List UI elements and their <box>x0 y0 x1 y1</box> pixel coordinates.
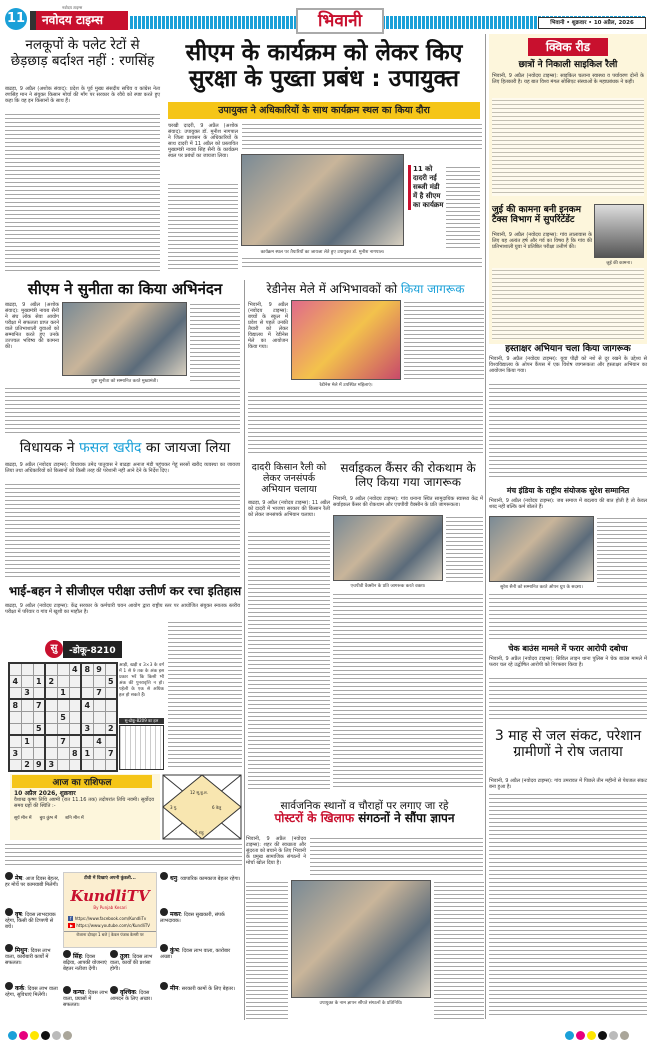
sudoku-cell: 5 <box>105 675 117 687</box>
zodiac-sign: सिंह <box>73 953 82 960</box>
zodiac-icon <box>110 986 118 994</box>
sudoku-cell <box>93 699 105 711</box>
readiness-headline-b: किया जागरूक <box>400 282 465 296</box>
sudoku-cell <box>69 735 81 747</box>
facebook-icon: f <box>70 916 72 921</box>
readiness-lead: भिवानी, 9 अप्रैल (नवोदय टाइम्स): बच्चों के स्कूल में प्रवेश से पहले उनकी तैयारी को लेकर विद्यालय में रेडीनेस मेले का आयोजन किया गया। <box>248 302 288 350</box>
zodiac-sign: तुला <box>120 953 130 960</box>
sudoku-cell: 3 <box>81 723 93 735</box>
sudoku-cell <box>57 675 69 687</box>
readiness-headline <box>248 283 483 297</box>
cm-sunita-caption: युवा सुनीता को सम्मानित करते मुख्यमंत्री। <box>91 379 158 384</box>
left-top-lead: बाढड़ा, 9 अप्रैल (अशोक संवाद): प्रदेश के पूर्व मुख्य संसदीय सचिव व कांग्रेस नेता रणसिंह मान ने संयुक्त किसान मोर्चा की माँग पर सरकार के रवैये को स्पष्ट करते हुए कहा कि वह इन किसानों के साथ हैं। <box>5 86 160 104</box>
youtube-link[interactable] <box>68 923 156 928</box>
rashifal-notes <box>14 815 154 821</box>
sudoku-cell <box>45 747 57 759</box>
zodiac-sign: कुंभ <box>170 947 179 954</box>
zodiac-text: दिवस सुखकारी, संपर्क लाभदायक। <box>160 912 225 924</box>
horoscope-11: कुंभ: दिवस लाभ वाला, कारोबार अच्छा। <box>160 944 242 960</box>
rashifal-note: बुध कुंभ में <box>39 816 58 821</box>
page-number-badge: 11 <box>5 8 27 30</box>
posters-body-2 <box>246 880 288 1020</box>
section-tab: भिवानी <box>296 8 384 34</box>
sudoku-cell <box>9 723 21 735</box>
main-photo <box>241 154 404 246</box>
zodiac-sign: धनु <box>170 875 178 882</box>
sudoku-solution-grid <box>119 725 164 770</box>
sudoku-cell <box>105 711 117 723</box>
main-subhead: उपायुक्त ने अधिकारियों के साथ कार्यक्रम स्थल का किया दौरा <box>168 102 480 119</box>
posters-headline-b: पोस्टरों के खिलाफ <box>274 811 355 826</box>
kundli-ad-timing: रोजाना दोपहर 1 बजे | केवल पंजाब केसरी पर <box>64 931 156 938</box>
cheque-bounce-body <box>489 676 647 722</box>
posters-body <box>310 836 483 876</box>
kundli-ad-byline: By Punjab Kesari <box>93 905 127 910</box>
zodiac-sign: कन्या <box>73 989 85 996</box>
sudoku-cell <box>9 711 21 723</box>
horoscope-12: मीन: सरकारी कामों के लिए बेहतर। <box>160 982 242 992</box>
cervical-photo <box>333 515 443 581</box>
kundli-ad-brand: KundliTV <box>70 887 150 905</box>
sudoku-cell: 2 <box>21 759 33 771</box>
jui-kamna-photo <box>594 204 644 258</box>
zodiac-text: दिवस बढ़िया, आपकी योजनाएं बेहतर नतीजा देंगी। <box>63 954 107 972</box>
sudoku-cell <box>93 723 105 735</box>
sudoku-cell <box>9 735 21 747</box>
horoscope-3: मिथुन: दिवस लाभ वाला, कारोबारी कार्यों में सफलता। <box>5 944 61 966</box>
posters-headline <box>246 800 483 826</box>
facebook-link[interactable] <box>68 916 156 921</box>
sudoku-cell <box>69 675 81 687</box>
zodiac-sign: मेष <box>15 875 23 882</box>
cm-sunita-headline: सीएम ने सुनीता का किया अभिनंदन <box>27 280 223 298</box>
sudoku-cell: 4 <box>81 699 93 711</box>
rashifal-note: शनि मीन में <box>65 816 84 821</box>
posters-headline-a: सार्वजनिक स्थानों व चौराहों पर लगाए जा रहे <box>280 800 449 812</box>
sudoku-cell <box>9 687 21 699</box>
horoscope-4: कर्क: दिवस लाभ वाला रहेगा, सुविधाएं मिलेंगी। <box>5 982 61 998</box>
zodiac-text: दिवस लाभ वाला, कारोबार अच्छा। <box>160 948 231 960</box>
manch-india-body <box>597 516 647 590</box>
sudoku-cell <box>69 687 81 699</box>
sudoku-cell <box>105 699 117 711</box>
quick-read-headline-1: छात्रों ने निकाली साइकिल रैली <box>518 60 618 70</box>
dateline: भिवानी • शुक्रवार • 10 अप्रैल, 2026 <box>538 17 646 29</box>
signature-campaign-lead: भिवानी, 9 अप्रैल (नवोदय टाइम्स): युवा पीढ़ी को नशे से दूर रखने के उद्देश्य से विश्वविद्यालय के ओपन कैंपस में एक विशेष जागरूकता और हस्ताक्षर अभियान का आयोजन किया गया। <box>489 356 647 374</box>
zodiac-icon <box>5 908 13 916</box>
sudoku-instructions: आड़ी, खड़ी व 3×3 के वर्ग में 1 से 9 तक के अंक इस प्रकार भरें कि किसी भी अंक की पुनरावृत्ति न हो। पहेली के एक से अधिक हल हो सकते हैं। <box>119 663 164 698</box>
quick-read-body-2 <box>492 268 644 340</box>
sudoku-solution-title: सु-डोकू-8209 का हल <box>119 718 164 724</box>
column-divider <box>485 34 486 1019</box>
zodiac-text: दिवस लाभ वाला, प्रयासों में सफलता। <box>63 990 108 1008</box>
sudoku-cell <box>45 687 57 699</box>
sudoku-cell: 3 <box>45 759 57 771</box>
panchang-text <box>5 842 242 868</box>
zodiac-sign: मकर <box>170 911 181 918</box>
zodiac-icon <box>160 982 168 990</box>
kundli-tv-ad <box>63 872 157 948</box>
cgl-headline: भाई-बहन ने सीजीएल परीक्षा उत्तीर्ण कर रचा इतिहास <box>8 584 242 598</box>
sudoku-cell: 2 <box>105 723 117 735</box>
main-lead: चरखी दादरी, 9 अप्रैल (अशोक संवाद): उपायुक्त डॉ. मुनीश नागपाल ने जिला प्रशासन के अधिकारियों के साथ दादरी में 11 अप्रैल को प्रस्तावित मुख्यमंत्री नायब सिंह सैनी के कार्यक्रम स्थल पर प्रबंधों का जायजा लिया। <box>168 123 238 159</box>
cervical-body <box>446 515 483 585</box>
sudoku-cell <box>57 699 69 711</box>
sudoku-cell: 1 <box>21 735 33 747</box>
zodiac-text: आज दिवस बेहतर, हर मोर्चे पर कामयाबी मिलेगी। <box>5 876 60 888</box>
zodiac-text: दिवस लाभ वाला रहेगा, सुविधाएं मिलेंगी। <box>5 986 58 998</box>
left-top-body <box>5 112 160 272</box>
zodiac-sign: मिथुन <box>15 947 28 954</box>
sudoku-badge: सु <box>45 640 63 658</box>
zodiac-icon <box>5 872 13 880</box>
kundli-ad-tagline: टीवी में दिखाएं अपनी कुंडली... <box>84 876 136 881</box>
kundli-house: 5 राहु <box>195 830 204 835</box>
newspaper-logo: नवोदय टाइम्स <box>30 11 128 30</box>
main-photo-caption: कार्यक्रम स्थल पर तैयारियों का जायजा लेते हुए उपायुक्त डॉ. मुनीश नागपाल। <box>260 250 385 255</box>
zodiac-text: दिवस आमदन के लिए अच्छा। <box>110 990 152 1002</box>
sudoku-cell: 9 <box>33 759 45 771</box>
facebook-url[interactable]: https://www.facebook.com/KundliTv <box>74 916 147 921</box>
rashifal-date: 10 अप्रैल 2026, शुक्रवार <box>14 790 76 797</box>
vidhayak-headline-b: फसल खरीद <box>79 440 142 456</box>
sudoku-cell: 8 <box>81 663 93 675</box>
sudoku-cell <box>33 711 45 723</box>
dadri-rally-headline: दादरी किसान रैली को लेकर जनसंपर्क अभियान चलाया <box>251 462 327 495</box>
sudoku-cell <box>57 723 69 735</box>
horoscope-1: मेष: आज दिवस बेहतर, हर मोर्चे पर कामयाबी मिलेगी। <box>5 872 61 888</box>
sudoku-cell <box>69 699 81 711</box>
sudoku-grid <box>8 662 118 772</box>
sudoku-cell <box>21 723 33 735</box>
zodiac-icon <box>5 944 13 952</box>
zodiac-icon <box>63 950 71 958</box>
cervical-caption: एचपीवी वैक्सीन के प्रति जागरूक करते वक्ता। <box>350 584 426 589</box>
posters-headline-c: संगठनों ने सौंपा ज्ञापन <box>354 811 455 826</box>
manch-india-caption: सुरेश सैनी को सम्मानित करते ओपन ग्रुप के सदस्य। <box>500 585 583 590</box>
main-body-2 <box>242 122 482 152</box>
sudoku-cell <box>9 663 21 675</box>
sudoku-cell <box>45 735 57 747</box>
water-crisis-headline: 3 माह से जल संकट, परेशान ग्रामीणों ने रोष जताया <box>494 728 642 761</box>
sudoku-cell: 3 <box>9 747 21 759</box>
horoscope-7: तुला: दिवस लाभ वाला, कार्यों की प्रशंसा होगी। <box>110 950 158 972</box>
youtube-icon: ▶ <box>70 923 74 928</box>
sudoku-cell <box>33 735 45 747</box>
dadri-rally-lead: बाढड़ा, 9 अप्रैल (नवोदय टाइम्स): 11 अप्रैल को दादरी में भाजपा सरकार की किसान रैली को लेकर जनसंपर्क अभियान चलाया। <box>248 500 330 518</box>
sudoku-cell <box>93 759 105 771</box>
sudoku-cell: 4 <box>69 663 81 675</box>
logo-small-text: नवोदय टाइम्स <box>62 5 83 10</box>
sudoku-cell <box>21 699 33 711</box>
sudoku-cell <box>45 723 57 735</box>
sudoku-cell <box>105 687 117 699</box>
sudoku-cell <box>81 711 93 723</box>
cm-sunita-lead: बाढड़ा, 9 अप्रैल (अशोक संवाद): मुख्यमंत्री नायब सैनी ने संघ लोक सेवा आयोग परीक्षा में सफलता प्राप्त करने वाले प्रतिभाशाली युवाओं को सम्मानित करते हुए उनके उज्ज्वल भविष्य की कामना की। <box>5 302 59 350</box>
horoscope-2: वृष: दिवस लाभदायक रहेगा, किसी की टिप्पणी से बचें। <box>5 908 61 930</box>
sudoku-cell: 5 <box>57 711 69 723</box>
water-crisis-body <box>489 792 647 1017</box>
zodiac-icon <box>5 982 13 990</box>
manch-india-lead: भिवानी, 9 अप्रैल (नवोदय टाइम्स): जब समाज में बदलाव की बात होती है तो केवल शब्द नहीं बल्कि कर्म बोलते हैं। <box>489 498 647 510</box>
left-top-headline: नलकूपों के पलेट रेटों से छेड़छाड़ बर्दाश्त नहीं : रणसिंह <box>10 37 155 69</box>
horoscope-10: मकर: दिवस सुखकारी, संपर्क लाभदायक। <box>160 908 242 924</box>
cgl-lead: बाढड़ा, 9 अप्रैल (नवोदय टाइम्स): केंद्र सरकार के कर्मचारी चयन आयोग द्वारा राष्ट्रीय स्तर पर आयोजित संयुक्त स्नातक स्तरीय परीक्षा में परिवार व गांव में खुशी का माहौल है। <box>5 603 240 615</box>
quick-read-lead-2: भिवानी, 9 अप्रैल (नवोदय टाइम्स): गांव लालावास के लिए यह अत्यंत हर्ष और गर्व का विषय है कि गांव की प्रतिभाशाली युवा ने प्रतिष्ठित परीक्षा उत्तीर्ण की। <box>492 232 592 250</box>
sudoku-cell <box>21 663 33 675</box>
kundli-house: 12 सू.बु.श. <box>190 790 208 795</box>
sudoku-cell: 5 <box>33 723 45 735</box>
sudoku-cell <box>81 675 93 687</box>
horoscope-8: वृश्चिक: दिवस आमदन के लिए अच्छा। <box>110 986 158 1002</box>
sudoku-cell: 1 <box>57 687 69 699</box>
sudoku-cell: 7 <box>57 735 69 747</box>
sudoku-cell <box>57 663 69 675</box>
posters-body-3 <box>434 880 484 1020</box>
sudoku-cell <box>45 699 57 711</box>
sudoku-cell <box>105 759 117 771</box>
zodiac-icon <box>160 944 168 952</box>
sudoku-cell <box>21 675 33 687</box>
vidhayak-headline-a: विधायक ने <box>19 440 79 456</box>
water-crisis-lead: भिवानी, 9 अप्रैल (नवोदय टाइम्स): गांव उमरावत में पिछले तीन महीनों से पेयजल संकट बना हुआ है। <box>489 778 647 790</box>
posters-photo <box>291 880 431 998</box>
horoscope-6: कन्या: दिवस लाभ वाला, प्रयासों में सफलता। <box>63 986 108 1008</box>
sudoku-cell: 4 <box>9 675 21 687</box>
sudoku-cell: 4 <box>93 735 105 747</box>
readiness-body <box>404 300 484 380</box>
cgl-body <box>168 620 242 770</box>
main-body <box>168 182 238 270</box>
sudoku-cell <box>21 747 33 759</box>
sudoku-cell <box>105 663 117 675</box>
zodiac-text: दिवस लाभ वाला, कार्यों की प्रशंसा होगी। <box>110 954 153 972</box>
zodiac-icon <box>160 908 168 916</box>
cervical-lead: भिवानी, 9 अप्रैल (नवोदय टाइम्स): गांव धनाना स्थित सामुदायिक स्वास्थ्य केंद्र में सर्वाइकल कैंसर की रोकथाम और एचपीवी वैक्सीन के प्रति जागरूकता। <box>333 496 483 508</box>
sudoku-cell <box>69 711 81 723</box>
sudoku-cell <box>57 759 69 771</box>
sudoku-cell <box>33 687 45 699</box>
manch-india-body-2 <box>489 592 647 642</box>
sudoku-cell: 9 <box>93 663 105 675</box>
sudoku-cell <box>69 723 81 735</box>
kundli-house: 3 गु. <box>170 805 178 810</box>
zodiac-sign: वृष <box>15 911 22 918</box>
sudoku-cell: 2 <box>45 675 57 687</box>
rashifal-lead: वैशाख कृष्ण तिथि अष्टमी (रात 11.16 तक) तदोपरांत तिथि नवमी। सूर्योदय समय ग्रहों की स्थिति :- <box>14 797 154 809</box>
signature-campaign-headline: हस्ताक्षर अभियान चला किया जागरूक <box>505 344 631 354</box>
sudoku-cell <box>57 747 69 759</box>
sudoku-cell <box>81 735 93 747</box>
readiness-caption: रेडीनेस मेले में उपस्थित महिलाएं। <box>319 383 373 388</box>
zodiac-text: व्यापारिक कामकाज बेहतर रहेगा। <box>180 876 241 882</box>
sudoku-cell <box>21 711 33 723</box>
posters-caption: उपायुक्त के नाम ज्ञापन सौंपते संगठनों के प्रतिनिधि। <box>319 1001 403 1006</box>
main-headline: सीएम के कार्यक्रम को लेकर किए सुरक्षा के पुख्ता प्रबंध : उपायुक्त <box>185 40 463 93</box>
vidhayak-body <box>5 482 240 580</box>
registration-marks-left <box>8 1025 74 1044</box>
sudoku-cell <box>45 711 57 723</box>
cheque-bounce-lead: भिवानी, 9 अप्रैल (नवोदय टाइम्स): सिविल लाइन थाना पुलिस ने चेक बाउंस मामले में फरार चल रहे उद्घोषित आरोपी को गिरफ्तार किया है। <box>489 656 647 668</box>
sudoku-cell <box>81 759 93 771</box>
dadri-rally-body <box>248 530 330 790</box>
cheque-bounce-headline: चेक बाउंस मामले में फरार आरोपी दबोचा <box>508 644 628 653</box>
sudoku-cell: 3 <box>21 687 33 699</box>
signature-campaign-body <box>489 382 647 478</box>
sudoku-cell <box>45 663 57 675</box>
vidhayak-headline <box>5 440 245 456</box>
cm-sunita-body-2 <box>5 386 240 436</box>
sudoku-cell <box>93 675 105 687</box>
quick-read-body-1 <box>492 98 644 196</box>
zodiac-icon <box>63 986 71 994</box>
sudoku-cell: 1 <box>33 675 45 687</box>
zodiac-text: दिवस लाभदायक रहेगा, किसी की टिप्पणी से बचें। <box>5 912 56 930</box>
readiness-headline-a: रेडीनेस मेले में अभिभावकों को <box>266 282 401 296</box>
sudoku-title <box>45 641 122 657</box>
sudoku-cell: 8 <box>9 699 21 711</box>
zodiac-icon <box>110 950 118 958</box>
main-body-3 <box>242 256 482 270</box>
zodiac-text: सरकारी कामों के लिए बेहतर। <box>181 986 236 992</box>
zodiac-sign: मीन <box>170 985 179 992</box>
kundli-house: 6 केतु <box>212 805 222 810</box>
sudoku-cell: 7 <box>33 699 45 711</box>
sudoku-cell: 7 <box>105 747 117 759</box>
sudoku-cell: 1 <box>81 747 93 759</box>
manch-india-photo <box>489 516 594 582</box>
quick-read-tag: क्विक रीड <box>528 38 608 56</box>
rashifal-title: आज का राशिफल <box>12 775 152 788</box>
sudoku-cell <box>93 711 105 723</box>
zodiac-sign: कर्क <box>15 985 25 992</box>
cervical-body-2 <box>333 592 483 790</box>
registration-marks-right <box>565 1025 631 1044</box>
sudoku-cell <box>81 687 93 699</box>
readiness-body-2 <box>248 390 483 455</box>
manch-india-headline: मंच इंडिया के राष्ट्रीय संयोजक सुरेश सम्मानित <box>506 486 630 495</box>
sudoku-cell <box>33 663 45 675</box>
readiness-photo <box>291 300 401 380</box>
quick-read-headline-2: जुई की कामना बनी इनकम टैक्स विभाग में सुपरिंटेंडेंट <box>492 205 581 226</box>
cm-sunita-body <box>190 302 240 382</box>
zodiac-text: दिवस लाभ वाला, कारोबारी कार्यों में सफलता। <box>5 948 51 966</box>
sudoku-cell <box>105 735 117 747</box>
sudoku-title-text: -डोकू-8210 <box>63 641 122 658</box>
horoscope-5: सिंह: दिवस बढ़िया, आपकी योजनाएं बेहतर नतीजा देंगी। <box>63 950 108 972</box>
vidhayak-headline-c: का जायजा लिया <box>141 440 231 456</box>
horoscope-9: धनु: व्यापारिक कामकाज बेहतर रहेगा। <box>160 872 242 882</box>
sudoku-cell: 8 <box>69 747 81 759</box>
cm-sunita-photo <box>62 302 187 376</box>
youtube-url[interactable]: https://www.youtube.com/c/KundliTV <box>76 923 151 928</box>
zodiac-icon <box>160 872 168 880</box>
sudoku-cell <box>93 747 105 759</box>
column-divider <box>244 280 245 1020</box>
sudoku-cell: 7 <box>93 687 105 699</box>
sudoku-cell <box>33 747 45 759</box>
rashifal-note: सूर्य मीन में <box>14 816 32 821</box>
quick-read-lead-1: भिवानी, 9 अप्रैल (नवोदय टाइम्स): साइकिल चलाना स्वास्थ्य व पर्यावरण दोनों के लिए हितकारी है। यह बात विश्व मंगल सोसिएट संस्थाओं के महाप्रबंधक ने कही। <box>492 73 644 85</box>
cervical-headline: सर्वाइकल कैंसर की रोकथाम के लिए किया गया जागरूक <box>340 461 476 489</box>
main-body-4 <box>446 165 480 250</box>
main-sidebar: 11 को दादरी नई सब्जी मंडी में है सीएम का कार्यक्रम <box>408 165 444 210</box>
sudoku-cell <box>9 759 21 771</box>
jui-kamna-caption: जुई की कामना। <box>606 261 632 266</box>
zodiac-sign: वृश्चिक <box>120 989 136 996</box>
sudoku-cell <box>69 759 81 771</box>
vidhayak-lead: बाढड़ा, 9 अप्रैल (नवोदय टाइम्स): विधायक उमेद पातुवास ने बाढड़ा अनाज मंडी पहुंचकर गेहूं सरसों खरीद व्यवस्था का जायजा लिया तथा अधिकारियों को किसानों को किसी तरह की परेशानी नहीं आने देने के निर्देश दिए। <box>5 462 240 474</box>
posters-lead: भिवानी, 9 अप्रैल (नवोदय टाइम्स): शहर की स्वच्छता और सुंदरता को बचाने के लिए भिवानी के प्रमुख सामाजिक संगठनों ने मोर्चा खोल दिया है। <box>246 836 306 866</box>
